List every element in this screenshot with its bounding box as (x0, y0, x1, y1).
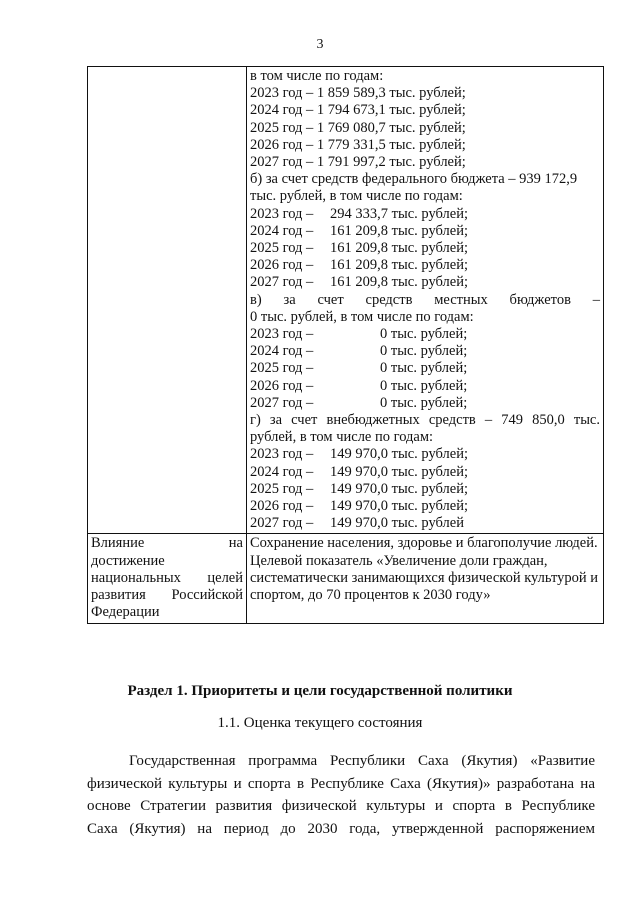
year-label: 2027 год – (250, 515, 314, 532)
local-budget-line: в) за счет средств местных бюджетов – (250, 291, 600, 308)
year-value: 0 тыс. рублей; (380, 326, 468, 343)
passport-table (87, 66, 604, 624)
paragraph-line: Саха (Якутия) на период до 2030 года, утвержденной распоряжением (87, 820, 595, 837)
impact-label-line: достижение (91, 552, 165, 569)
federal-year-line (250, 274, 600, 291)
federal-year-line (250, 240, 600, 257)
year-label: 2024 год – (250, 343, 314, 360)
impact-text: Сохранение населения, здоровье и благополучие людей. (250, 535, 598, 552)
federal-budget-line: тыс. рублей, в том числе по годам: (250, 188, 463, 205)
finance-intro: в том числе по годам: (250, 68, 384, 84)
year-value: 149 970,0 тыс. рублей; (330, 498, 468, 515)
local-budget-line: 0 тыс. рублей, в том числе по годам: (250, 308, 474, 325)
year-value: 0 тыс. рублей; (380, 343, 468, 360)
finance-value-cell (247, 67, 604, 534)
extrabudget-line: рублей, в том числе по годам: (250, 429, 434, 446)
year-value: 149 970,0 тыс. рублей; (330, 480, 468, 497)
finance-label-cell (88, 67, 247, 534)
local-year-line (250, 378, 600, 395)
impact-indicator: Целевой показатель «Увеличение доли граждан, систематически занимающихся физической культурой и спортом, до 70 процентов к 2030 году» (250, 552, 599, 604)
local-year-line (250, 343, 600, 360)
federal-year-line (250, 206, 600, 223)
impact-label-line: Федерации (91, 604, 160, 621)
local-year-line (250, 326, 600, 343)
total-year-line: 2025 год – 1 769 080,7 тыс. рублей; (250, 119, 466, 136)
impact-label-line: национальных целей (91, 569, 243, 586)
year-value: 0 тыс. рублей; (380, 360, 468, 377)
impact-row (88, 534, 604, 623)
year-value: 161 209,8 тыс. рублей; (330, 222, 468, 239)
paragraph-line: основе Стратегии развития физической культуры и спорта в Республике (87, 798, 595, 814)
total-year-line: 2026 год – 1 779 331,5 тыс. рублей; (250, 136, 466, 153)
total-year-line: 2024 год – 1 794 673,1 тыс. рублей; (250, 102, 466, 119)
year-value: 161 209,8 тыс. рублей; (330, 274, 468, 291)
year-label: 2024 год – (250, 463, 314, 480)
year-label: 2023 год – (250, 326, 314, 343)
extra-year-line (250, 481, 600, 498)
impact-label-cell (88, 534, 247, 623)
federal-year-line (250, 223, 600, 240)
year-value: 149 970,0 тыс. рублей (330, 515, 464, 532)
year-label: 2026 год – (250, 257, 314, 274)
impact-value-cell (247, 534, 604, 623)
extra-year-line (250, 446, 600, 463)
total-year-line: 2027 год – 1 791 997,2 тыс. рублей; (250, 154, 466, 171)
year-value: 161 209,8 тыс. рублей; (330, 240, 468, 257)
extra-year-line (250, 498, 600, 515)
year-label: 2027 год – (250, 274, 314, 291)
page-number: 3 (316, 37, 324, 52)
finance-row (88, 67, 604, 534)
total-year-line: 2023 год – 1 859 589,3 тыс. рублей; (250, 85, 466, 102)
impact-label-line: развития Российской (91, 587, 243, 604)
year-label: 2025 год – (250, 360, 314, 377)
year-value: 149 970,0 тыс. рублей; (330, 446, 468, 463)
paragraph-line: Государственная программа Республики Саха (Якутия) «Развитие (129, 753, 595, 769)
federal-year-line (250, 257, 600, 274)
body-paragraph (87, 750, 595, 840)
year-value: 0 тыс. рублей; (380, 394, 468, 411)
year-label: 2023 год – (250, 446, 314, 463)
federal-budget-line: б) за счет средств федерального бюджета – 939 172,9 (250, 171, 578, 188)
year-label: 2023 год – (250, 205, 314, 222)
year-value: 161 209,8 тыс. рублей; (330, 257, 468, 274)
section-title: Раздел 1. Приоритеты и цели государственной политики (127, 683, 513, 699)
local-year-line (250, 360, 600, 377)
subsection-title: 1.1. Оценка текущего состояния (217, 715, 423, 731)
extra-year-line (250, 464, 600, 481)
impact-label-line: Влияние на (91, 535, 243, 552)
extrabudget-line: г) за счет внебюджетных средств – 749 850,0 тыс. (250, 412, 600, 429)
year-value: 0 тыс. рублей; (380, 377, 468, 394)
year-label: 2025 год – (250, 240, 314, 257)
year-value: 149 970,0 тыс. рублей; (330, 463, 468, 480)
year-label: 2024 год – (250, 222, 314, 239)
year-label: 2026 год – (250, 498, 314, 515)
year-label: 2026 год – (250, 377, 314, 394)
extra-year-line (250, 515, 600, 532)
year-value: 294 333,7 тыс. рублей; (330, 205, 468, 222)
year-label: 2025 год – (250, 480, 314, 497)
local-year-line (250, 395, 600, 412)
year-label: 2027 год – (250, 394, 314, 411)
paragraph-line: физической культуры и спорта в Республике Саха (Якутия)» разработана на (87, 775, 595, 792)
